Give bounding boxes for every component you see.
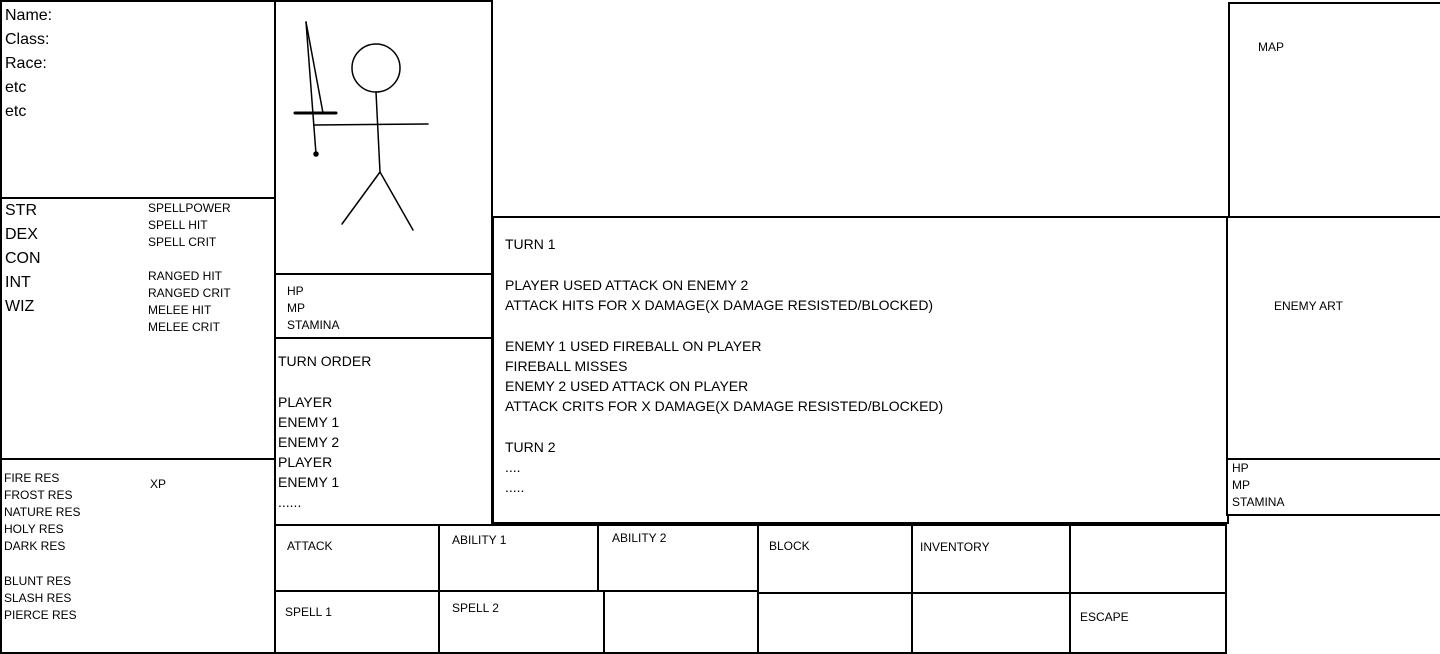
character-etc-label: etc: [5, 79, 27, 96]
log-line: ....: [505, 459, 521, 475]
log-line: PLAYER USED ATTACK ON ENEMY 2: [505, 277, 749, 293]
player-stick-figure-art: [276, 2, 491, 273]
inventory-button[interactable]: [911, 524, 1071, 594]
map-label: MAP: [1258, 40, 1285, 54]
turn-order-entry: ENEMY 1: [278, 474, 340, 490]
log-line: TURN 1: [505, 236, 556, 252]
log-line: TURN 2: [505, 439, 556, 455]
inventory-button-label: INVENTORY: [920, 540, 990, 554]
stat-con: CON: [5, 250, 41, 267]
resistances-panel: [0, 458, 276, 654]
spell-2-button-label: SPELL 2: [452, 601, 499, 615]
enemy-mp-label: MP: [1232, 478, 1250, 492]
character-etc-label: etc: [5, 103, 27, 120]
stat-melee-crit: MELEE CRIT: [148, 320, 221, 334]
turn-order-entry: PLAYER: [278, 454, 333, 470]
log-line: .....: [505, 479, 525, 495]
enemy-stamina-label: STAMINA: [1232, 495, 1285, 509]
enemy-resource-bars: [1226, 458, 1440, 516]
combat-log-panel[interactable]: [492, 216, 1229, 524]
attack-button-label: ATTACK: [287, 539, 333, 553]
enemy-art-label: ENEMY ART: [1274, 299, 1343, 313]
empty-action-slot[interactable]: [603, 590, 759, 654]
stat-spell-hit: SPELL HIT: [148, 218, 208, 232]
res-holy: HOLY RES: [4, 522, 64, 536]
player-mp-label: MP: [287, 301, 305, 315]
xp-label: XP: [150, 477, 167, 491]
ability-1-button-label: ABILITY 1: [452, 533, 507, 547]
block-button[interactable]: [757, 524, 913, 594]
player-right-leg: [380, 172, 413, 230]
ability-1-button[interactable]: [438, 524, 599, 592]
player-left-leg: [342, 172, 380, 224]
player-resource-bars: [274, 273, 493, 339]
player-head: [352, 44, 400, 92]
block-button-label: BLOCK: [769, 539, 810, 553]
stat-spell-crit: SPELL CRIT: [148, 235, 217, 249]
character-class-label: Class:: [5, 31, 50, 48]
log-line: ENEMY 2 USED ATTACK ON PLAYER: [505, 378, 749, 394]
stat-wiz: WIZ: [5, 298, 35, 315]
player-stamina-label: STAMINA: [287, 318, 340, 332]
turn-order-panel: [274, 337, 493, 527]
stat-ranged-crit: RANGED CRIT: [148, 286, 231, 300]
spell-2-button[interactable]: [438, 590, 605, 654]
character-name-label: Name:: [5, 7, 53, 24]
res-dark: DARK RES: [4, 539, 66, 553]
empty-action-slot[interactable]: [1069, 524, 1227, 594]
character-info-panel: [0, 0, 276, 199]
stat-ranged-hit: RANGED HIT: [148, 269, 223, 283]
escape-button-label: ESCAPE: [1080, 610, 1129, 624]
player-arms: [314, 124, 428, 125]
map-panel[interactable]: [1228, 2, 1440, 218]
ability-2-button-label: ABILITY 2: [612, 531, 667, 545]
res-blunt: BLUNT RES: [4, 574, 72, 588]
sword-blade-right: [306, 22, 323, 113]
spell-1-button[interactable]: [274, 590, 440, 654]
turn-order-entry: ......: [278, 494, 302, 510]
turn-order-entry: ENEMY 1: [278, 414, 340, 430]
spell-1-button-label: SPELL 1: [285, 605, 332, 619]
escape-button[interactable]: [1069, 592, 1227, 654]
player-art-panel: [274, 0, 493, 275]
stat-melee-hit: MELEE HIT: [148, 303, 212, 317]
player-torso: [376, 92, 380, 172]
sword-pommel: [314, 152, 318, 156]
log-line: ENEMY 1 USED FIREBALL ON PLAYER: [505, 338, 762, 354]
log-line: ATTACK HITS FOR X DAMAGE(X DAMAGE RESISTED/BLOCKED): [505, 297, 934, 313]
stat-dex: DEX: [5, 226, 38, 243]
res-slash: SLASH RES: [4, 591, 72, 605]
log-line: ATTACK CRITS FOR X DAMAGE(X DAMAGE RESISTED/BLOCKED): [505, 398, 944, 414]
empty-action-slot[interactable]: [911, 592, 1071, 654]
stat-str: STR: [5, 202, 37, 219]
res-pierce: PIERCE RES: [4, 608, 77, 622]
sword-blade-left: [306, 22, 316, 154]
stat-int: INT: [5, 274, 31, 291]
enemy-hp-label: HP: [1232, 461, 1249, 475]
attack-button[interactable]: [274, 524, 440, 592]
turn-order-entry: ENEMY 2: [278, 434, 340, 450]
log-line: FIREBALL MISSES: [505, 358, 628, 374]
res-nature: NATURE RES: [4, 505, 81, 519]
character-race-label: Race:: [5, 55, 47, 72]
stat-spellpower: SPELLPOWER: [148, 201, 231, 215]
ability-2-button[interactable]: [597, 524, 759, 592]
empty-action-slot[interactable]: [757, 592, 913, 654]
stats-panel: [0, 197, 276, 460]
player-hp-label: HP: [287, 284, 304, 298]
enemy-art-panel[interactable]: [1226, 216, 1440, 460]
turn-order-entry: PLAYER: [278, 394, 333, 410]
turn-order-title: TURN ORDER: [278, 353, 372, 369]
res-frost: FROST RES: [4, 488, 73, 502]
res-fire: FIRE RES: [4, 471, 60, 485]
